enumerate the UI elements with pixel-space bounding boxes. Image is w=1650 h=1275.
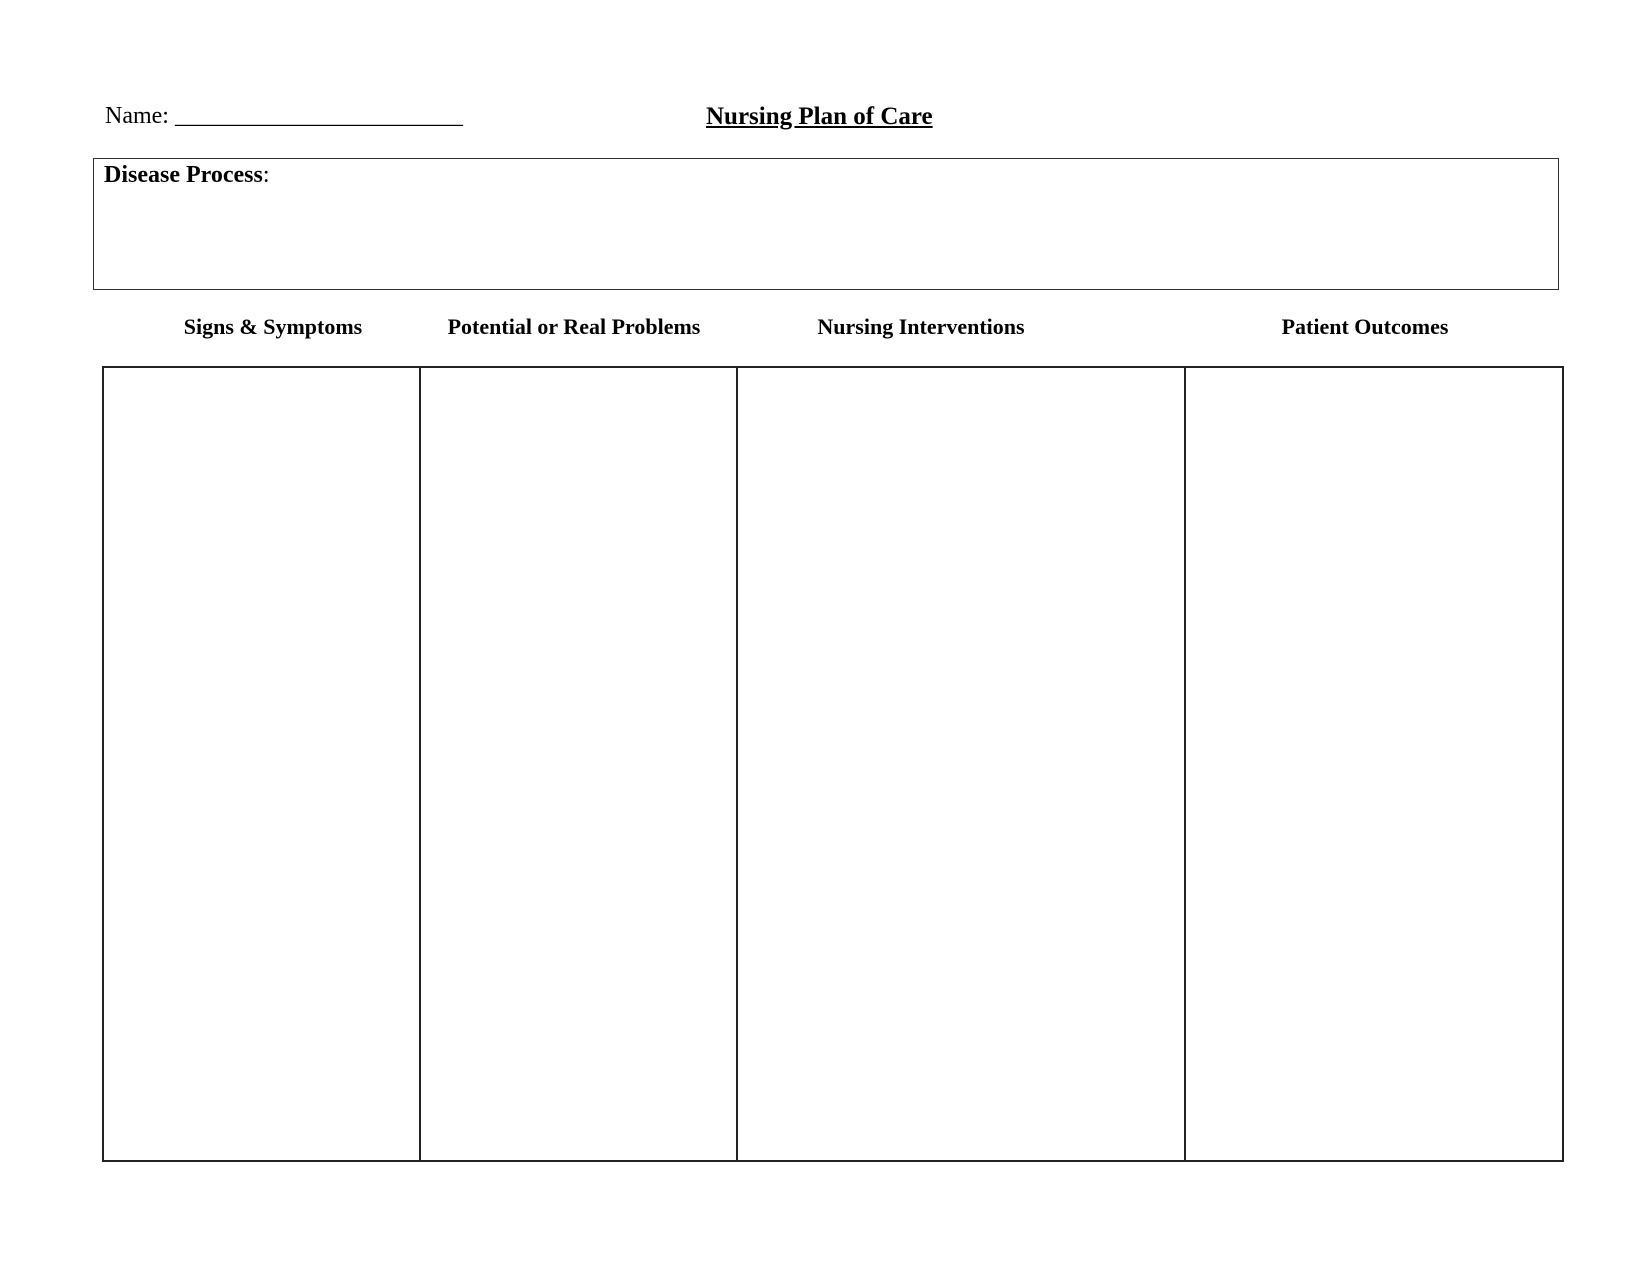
column-header-signs-symptoms: Signs & Symptoms xyxy=(183,314,363,339)
column-header-problems: Potential or Real Problems xyxy=(447,314,701,339)
name-blank-line[interactable]: ________________________ xyxy=(174,103,463,129)
name-label: Name: xyxy=(105,103,169,129)
care-plan-table xyxy=(102,366,1564,1162)
disease-process-label: Disease Process: xyxy=(104,162,270,188)
disease-process-box[interactable] xyxy=(93,158,1559,290)
name-field[interactable] xyxy=(105,103,463,130)
problems-cell[interactable] xyxy=(421,368,738,1160)
page-title: Nursing Plan of Care xyxy=(706,103,933,130)
column-header-outcomes: Patient Outcomes xyxy=(1281,314,1449,339)
outcomes-cell[interactable] xyxy=(1186,368,1562,1160)
column-header-interventions: Nursing Interventions xyxy=(817,314,1025,339)
interventions-cell[interactable] xyxy=(738,368,1186,1160)
signs-symptoms-cell[interactable] xyxy=(104,368,421,1160)
